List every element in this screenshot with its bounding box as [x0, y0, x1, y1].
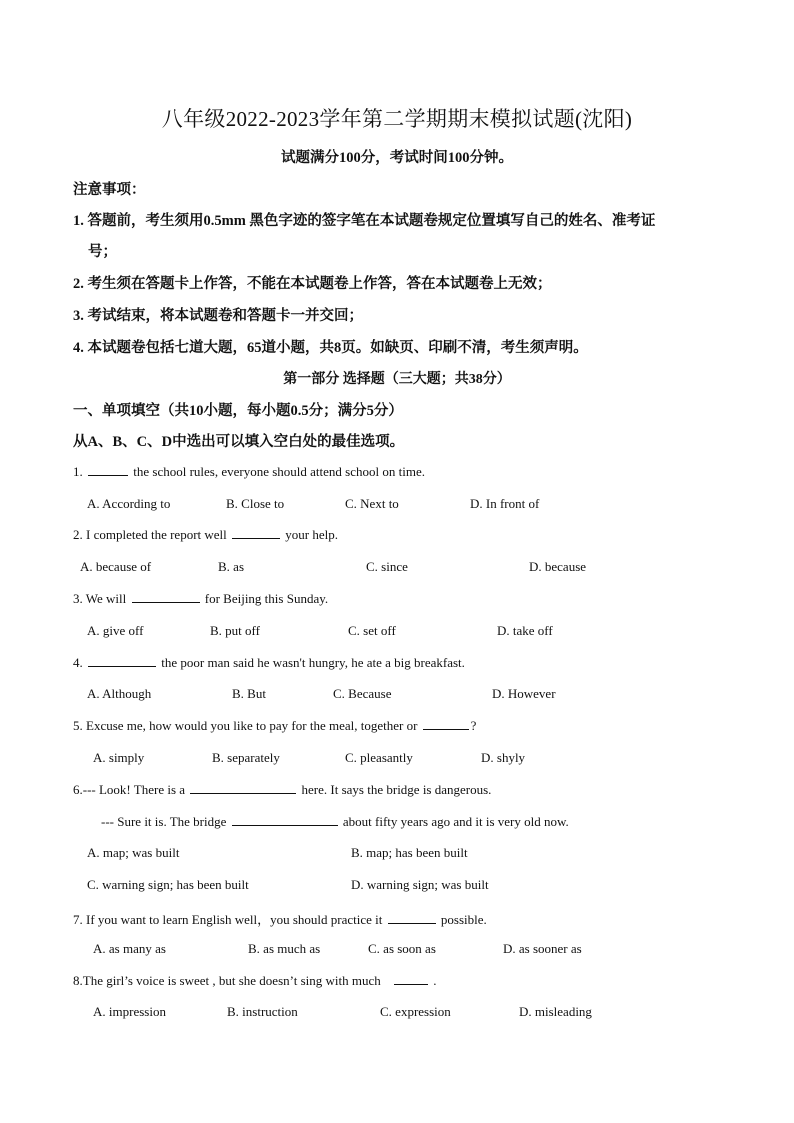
notice-item-1-continued: 号； — [88, 244, 117, 260]
question-text: 7. If you want to learn English well，you should practice it — [73, 912, 383, 927]
option-a: A. because of — [80, 559, 152, 574]
question-text: possible. — [440, 912, 487, 927]
page-title: 八年级2022-2023学年第二学期期末模拟试题(沈阳) — [161, 107, 633, 131]
option-b: B. as — [218, 559, 244, 574]
question-5 — [73, 718, 476, 734]
notice-item-text: 答题前，考生须用0.5mm 黑色字迹的签字笔在本试题卷规定位置填写自己的姓名、准考证 — [87, 213, 656, 229]
option-a: A. map; was built — [87, 845, 180, 860]
answer-blank — [88, 655, 156, 667]
question-1 — [73, 464, 425, 480]
question-text: 6.--- Look! There is a — [73, 782, 186, 797]
option-b: B. instruction — [227, 1004, 298, 1019]
notice-item-3 — [73, 304, 363, 325]
option-c: C. since — [366, 559, 408, 574]
question-7 — [73, 909, 487, 928]
answer-blank — [232, 814, 338, 826]
option-d: D. take off — [497, 623, 553, 638]
question-8 — [73, 973, 437, 989]
option-b: B. as much as — [248, 941, 321, 956]
question-text: 1. — [73, 464, 83, 479]
option-b: B. But — [232, 686, 266, 701]
question-text: your help. — [285, 527, 338, 542]
option-d: D. because — [529, 559, 587, 574]
question-text: 5. Excuse me, how would you like to pay for the meal, together or — [73, 718, 418, 733]
notice-item-2 — [73, 272, 552, 293]
option-c: C. Next to — [345, 496, 399, 511]
option-a: A. impression — [93, 1004, 166, 1019]
notice-heading: 注意事项： — [73, 182, 146, 198]
option-b: B. map; has been built — [351, 845, 468, 860]
notice-item-number: 1. — [73, 213, 84, 229]
notice-item-text: 考试结束，将本试题卷和答题卡一并交回； — [87, 308, 363, 324]
question-text: --- Sure it is. The bridge — [101, 814, 227, 829]
question-4 — [73, 655, 465, 671]
question-text: 4. — [73, 655, 83, 670]
question-text: ? — [470, 718, 477, 733]
answer-blank — [388, 912, 436, 924]
notice-item-text: 本试题卷包括七道大题，65道小题，共8页。如缺页、印刷不清，考生须声明。 — [87, 340, 588, 356]
section-instruction: 从A、B、C、D中选出可以填入空白处的最佳选项。 — [73, 434, 405, 450]
question-6 — [73, 782, 491, 798]
question-text: for Beijing this Sunday. — [204, 591, 329, 606]
question-text: 3. We will — [73, 591, 127, 606]
option-a: A. as many as — [93, 941, 166, 956]
notice-item-text: 考生须在答题卡上作答，不能在本试题卷上作答，答在本试题卷上无效； — [87, 276, 552, 292]
option-c: C. as soon as — [368, 941, 436, 956]
question-text: 8.The girl’s voice is sweet , but she doesn’t sing with much — [73, 973, 381, 988]
option-c: C. pleasantly — [345, 750, 413, 765]
option-c: C. expression — [380, 1004, 451, 1019]
notice-item-number: 2. — [73, 276, 84, 292]
option-d: D. as sooner as — [503, 941, 582, 956]
option-b: B. Close to — [226, 496, 285, 511]
part-one-heading: 第一部分 选择题（三大题；共38分） — [283, 372, 511, 387]
option-d: D. misleading — [519, 1004, 592, 1019]
question-text: the school rules, everyone should attend school on time. — [133, 464, 425, 479]
answer-blank — [232, 527, 280, 539]
option-b: B. put off — [210, 623, 260, 638]
question-6-response — [101, 814, 569, 830]
option-b: B. separately — [212, 750, 280, 765]
question-2 — [73, 527, 338, 543]
page-subtitle: 试题满分100分，考试时间100分钟。 — [281, 150, 513, 166]
option-a: A. Although — [87, 686, 152, 701]
answer-blank — [132, 591, 200, 603]
option-c: C. set off — [348, 623, 396, 638]
option-a: A. According to — [87, 496, 171, 511]
question-text: about fifty years ago and it is very old now. — [342, 814, 569, 829]
option-d: D. warning sign; was built — [351, 877, 489, 892]
option-d: D. shyly — [481, 750, 526, 765]
option-c: C. Because — [333, 686, 392, 701]
answer-blank — [423, 718, 469, 730]
section-one-heading: 一、单项填空（共10小题，每小题0.5分；满分5分） — [73, 403, 403, 419]
question-text: . — [433, 973, 437, 988]
question-text: 2. I completed the report well — [73, 527, 227, 542]
answer-blank — [394, 973, 428, 985]
question-text: the poor man said he wasn't hungry, he ate a big breakfast. — [161, 655, 465, 670]
notice-item-number: 4. — [73, 340, 84, 356]
notice-item-number: 3. — [73, 308, 84, 324]
notice-item-1 — [73, 209, 655, 230]
option-a: A. simply — [93, 750, 145, 765]
option-a: A. give off — [87, 623, 144, 638]
question-text: here. It says the bridge is dangerous. — [301, 782, 492, 797]
question-3 — [73, 591, 328, 607]
option-c: C. warning sign; has been built — [87, 877, 249, 892]
option-d: D. In front of — [470, 496, 540, 511]
notice-item-4 — [73, 336, 588, 357]
answer-blank — [190, 782, 296, 794]
option-d: D. However — [492, 686, 556, 701]
answer-blank — [88, 464, 128, 476]
